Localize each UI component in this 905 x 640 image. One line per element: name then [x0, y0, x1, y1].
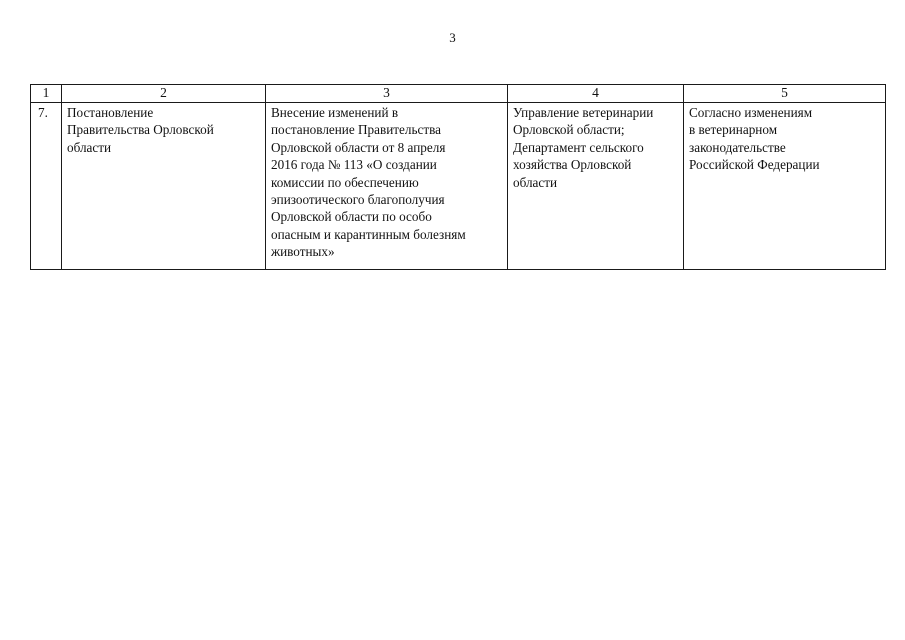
table-header-row: [31, 85, 886, 103]
table-row: [31, 103, 886, 270]
column-header-2: 2: [62, 85, 266, 103]
page-number: 3: [449, 30, 456, 45]
responsible-body-cell: Управление ветеринарии Орловской области; Департамент сельского хозяйства Орловской области: [508, 103, 684, 270]
column-header-3: 3: [266, 85, 508, 103]
legal-acts-table: [30, 84, 886, 270]
reason-cell: Согласно изменениям в ветеринарном законодательстве Российской Федерации: [684, 103, 886, 270]
column-header-4: 4: [508, 85, 684, 103]
column-header-1: 1: [31, 85, 62, 103]
column-header-5: 5: [684, 85, 886, 103]
document-type-cell: Постановление Правительства Орловской области: [62, 103, 266, 270]
row-number-cell: 7.: [31, 103, 62, 270]
document-subject-cell: Внесение изменений в постановление Правительства Орловской области от 8 апреля 2016 года № 113 «О создании комиссии по обеспечению эпизоотического благополучия Орловской области по особо опасным и карантинным болезням животных»: [266, 103, 508, 270]
